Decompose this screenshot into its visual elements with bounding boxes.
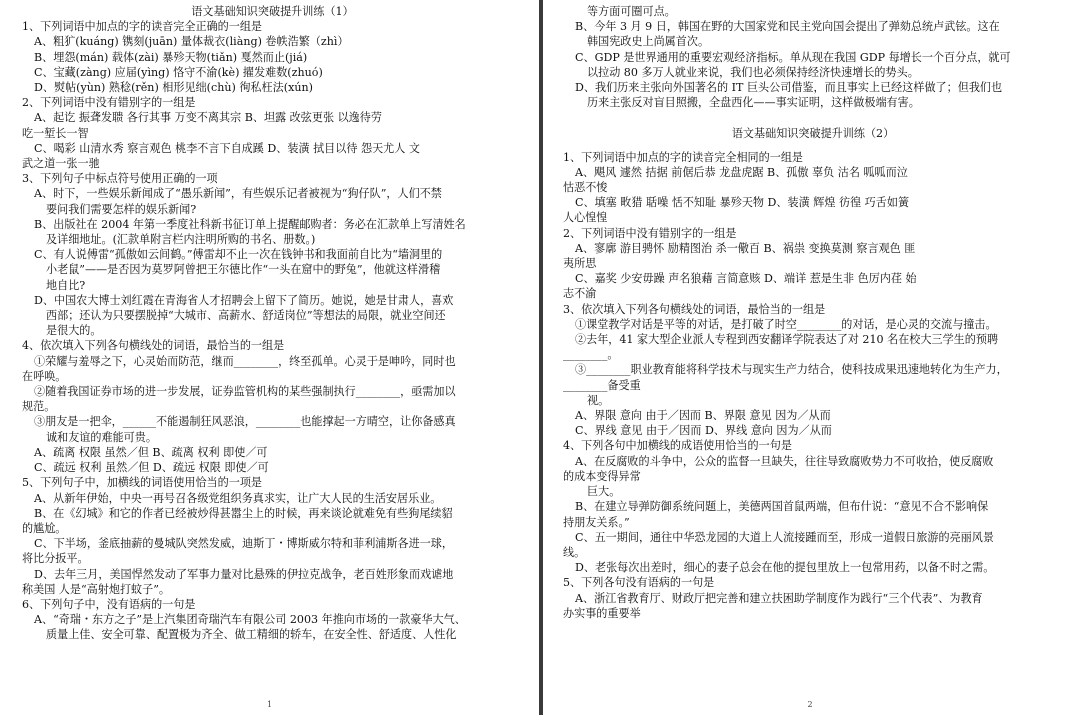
text-line: C、填塞 畋猎 聒噪 恬不知耻 暴殄天物 D、装潢 辉煌 彷徨 巧舌如簧 — [575, 196, 910, 210]
text-line: A、时下，一些娱乐新闻成了“愚乐新闻”，有些娱乐记者被视为“狗仔队”，人们不禁 — [34, 187, 442, 201]
text-line: 的尴尬。 — [22, 521, 67, 535]
text-line: 称美国 人是“高射炮打蚊子”。 — [22, 582, 170, 596]
text-line: 4、下列各句中加横线的成语使用恰当的一句是 — [563, 439, 792, 453]
text-line: 1、下列词语中加点的字的读音完全正确的一组是 — [22, 20, 263, 34]
text-line: 2、下列词语中没有错别字的一组是 — [563, 226, 737, 240]
text-line: B、出版社在 2004 年第一季度社科新书征订单上提醒邮购者：务必在汇款单上写清姓名 — [34, 217, 466, 231]
page-number: 2 — [807, 700, 813, 709]
section-title: 语文基础知识突破提升训练（1） — [191, 5, 354, 18]
text-line: C、喝彩 山清水秀 察言观色 桃李不言下自成蹊 D、装潢 拭目以待 怨天尤人 文 — [34, 141, 420, 155]
text-line: 小老鼠”——是否因为莫罗阿曾把王尔德比作“一头在窟中的野兔”，他就这样滑稽 — [46, 263, 441, 277]
text-line: C、宝藏(zàng) 应届(yìng) 恪守不渝(kè) 擢发难数(zhuó) — [34, 65, 323, 79]
text-line: 夷所思 — [563, 257, 597, 271]
text-line: 的成本变得异常 — [563, 469, 641, 483]
text-line: ①课堂教学对话是平等的对话，是打破了时空________的对话，是心灵的交流与撞击。 — [575, 317, 997, 331]
text-line: 是很大的。 — [46, 324, 102, 338]
text-line: A、在反腐败的斗争中，公众的监督一旦缺失，往往导致腐败势力不可收拾，使反腐败 — [575, 454, 994, 468]
text-line: A、浙江省教育厅、财政厅把完善和建立扶困助学制度作为践行“三个代表”、为教育 — [575, 591, 983, 605]
spacer — [563, 118, 1063, 126]
text-line: 3、下列句子中标点符号使用正确的一项 — [22, 172, 218, 186]
text-line: 武之道一张一驰 — [22, 157, 100, 171]
text-line: 在呼唤。 — [22, 369, 67, 383]
text-line: 巨大。 — [587, 485, 621, 499]
text-line: A、起讫 振聋发聩 各行其事 万变不离其宗 B、坦露 改弦更张 以逸待劳 — [34, 111, 382, 125]
text-line: 6、下列句子中，没有语病的一句是 — [22, 597, 196, 611]
text-line: C、五一期间，通往中华恐龙园的大道上人流接踵而至，形成一道假日旅游的亮丽风景 — [575, 530, 994, 544]
text-line: 以拉动 80 多万人就业来说，我们也必须保持经济快速增长的势头。 — [587, 65, 919, 79]
text-line: 历来主张反对盲目照搬，全盘西化——事实证明，这样做极端有害。 — [587, 96, 920, 110]
text-line: 怙恶不悛 — [563, 181, 608, 195]
text-line: 持朋友关系。” — [563, 515, 630, 529]
text-line: 将比分扳平。 — [22, 552, 89, 566]
text-line: C、疏远 权利 虽然／但 D、疏远 权限 即使／可 — [34, 461, 269, 475]
text-line: C、GDP 是世界通用的重要宏观经济指标。单从现在我国 GDP 每增长一个百分点，就可 — [575, 50, 1011, 64]
page-number: 1 — [266, 700, 273, 709]
text-line: A、寥廓 游目骋怀 励精图治 杀一儆百 B、祸祟 变换莫测 察言观色 匪 — [575, 241, 916, 255]
spacer — [563, 110, 1063, 118]
text-line: 及详细地址。(汇款单附言栏内注明所购的书名、册数。) — [46, 233, 316, 247]
text-line: 等方面可圈可点。 — [587, 5, 676, 18]
text-line: 5、下列各句没有语病的一句是 — [563, 576, 715, 590]
text-line: A、粗犷(kuáng) 镌刻(juān) 量体裁衣(liàng) 卷帙浩繁（zhì） — [34, 35, 349, 49]
text-line: 视。 — [587, 393, 610, 407]
text-line: B、在建立导弹防御系统问题上，美德两国首鼠两端，但布什说：“意见不合不影响保 — [575, 500, 989, 514]
text-line: C、界线 意见 由于／因而 D、界线 意向 因为／从而 — [575, 424, 832, 438]
text-line: B、在《幻城》和它的作者已经被炒得甚嚣尘上的时候，再来谈论就难免有些狗尾续貂 — [34, 506, 453, 520]
text-line: A、“奇瑞・东方之子”是上汽集团奇瑞汽车有限公司 2003 年推向市场的一款豪华大气、 — [34, 613, 466, 627]
text-line: 5、下列句子中，加横线的词语使用恰当的一项是 — [22, 476, 263, 490]
text-line: B、埋怨(mán) 载体(zài) 暴殄天物(tiǎn) 戛然而止(jiá) — [34, 50, 308, 64]
text-line: 韩国宪政史上尚属首次。 — [587, 35, 710, 49]
text-line: 2、下列词语中没有错别字的一组是 — [22, 96, 196, 110]
text-line: 西部；还认为只要摆脱掉“大城市、高薪水、舒适岗位”等想法的局限，就业空间还 — [46, 309, 446, 323]
text-line: ③朋友是一把伞，______不能遏制狂风恶浪，________也能撑起一方晴空，让你备感真 — [34, 415, 456, 429]
text-line: ②随着我国证券市场的进一步发展，证券监管机构的某些强制执行________，亟需加以 — [34, 385, 456, 399]
text-line: 地自比? — [46, 278, 86, 292]
text-line: A、界限 意向 由于／因而 B、界限 意见 因为／从而 — [575, 409, 831, 423]
text-line: D、熨帖(yùn) 熟稔(rěn) 相形见绌(chù) 徇私枉法(xún) — [34, 81, 313, 95]
text-line: 线。 — [563, 545, 586, 559]
text-line: A、飓风 遽然 拮据 前倨后恭 龙盘虎踞 B、孤傲 辜负 沽名 呱呱而泣 — [575, 165, 908, 179]
spacer — [563, 142, 1063, 150]
text-line: C、有人说傅雷“孤傲如云间鹤。”傅雷却不止一次在钱钟书和我面前自比为“墙洞里的 — [34, 248, 443, 262]
page-2-content — [563, 4, 1063, 621]
text-line: D、去年三月，美国悍然发动了军事力量对比悬殊的伊拉克战争，老百姓形象而戏谑地 — [34, 567, 454, 581]
text-line: ②去年，41 家大型企业派人专程到西安翻译学院表达了对 210 名在校大三学生的预聘 — [575, 333, 999, 347]
text-line: A、从新年伊始，中央一再号召各级党组织务真求实，让广大人民的生活安居乐业。 — [34, 491, 442, 505]
text-line: 3、依次填入下列各句横线处的词语，最恰当的一组是 — [563, 302, 826, 316]
text-line: B、今年 3 月 9 日，韩国在野的大国家党和民主党向国会提出了弹劾总统卢武铉。这在 — [575, 20, 1000, 34]
text-line: 人心惶惶 — [563, 211, 608, 225]
text-line: 1、下列词语中加点的字的读音完全相同的一组是 — [563, 150, 804, 164]
text-line: D、老张每次出差时，细心的妻子总会在他的提包里放上一包常用药，以备不时之需。 — [575, 561, 995, 575]
text-line: 质量上佳、安全可靠、配置极为齐全、做工精细的轿车，在安全性、舒适度、人性化 — [46, 628, 457, 642]
text-line: A、疏离 权限 虽然／但 B、疏离 权利 即使／可 — [34, 445, 268, 459]
text-line: 4、依次填入下列各句横线处的词语，最恰当的一组是 — [22, 339, 285, 353]
text-line: 志不渝 — [563, 287, 597, 301]
text-line: 办实事的重要举 — [563, 606, 641, 620]
text-line: 要问我们需要怎样的娱乐新闻? — [46, 202, 197, 216]
text-line: 诚和友谊的难能可贵。 — [46, 430, 157, 444]
document-page-2 — [543, 0, 1077, 715]
text-line: 规范。 — [22, 400, 56, 414]
text-line: 吃一堑长一智 — [22, 126, 89, 140]
text-line: C、下半场，釜底抽薪的曼城队突然发威，迪斯丁・博斯威尔特和菲利浦斯各进一球， — [34, 537, 453, 551]
text-line: ③________职业教育能将科学技术与现实生产力结合，使科技成果迅速地转化为生产力， — [575, 363, 1008, 377]
text-line: D、中国农大博士刘红霞在青海省人才招聘会上留下了简历。她说，她是甘肃人，喜欢 — [34, 293, 454, 307]
text-line: ________。 — [563, 348, 619, 362]
page-1-content — [22, 4, 523, 643]
text-line: ________备受重 — [563, 378, 641, 392]
text-line: C、嘉奖 少安毋躁 声名狼藉 言简意赅 D、端详 惹是生非 色厉内荏 始 — [575, 272, 917, 286]
text-line: D、我们历来主张向外国著名的 IT 巨头公司借鉴，而且事实上已经这样做了；但我们也 — [575, 81, 1003, 95]
section-title: 语文基础知识突破提升训练（2） — [731, 127, 895, 141]
text-line: ①荣耀与羞辱之下，心灵始而防范，继而________，终至孤单。心灵于是呻吟，同时也 — [34, 354, 456, 368]
